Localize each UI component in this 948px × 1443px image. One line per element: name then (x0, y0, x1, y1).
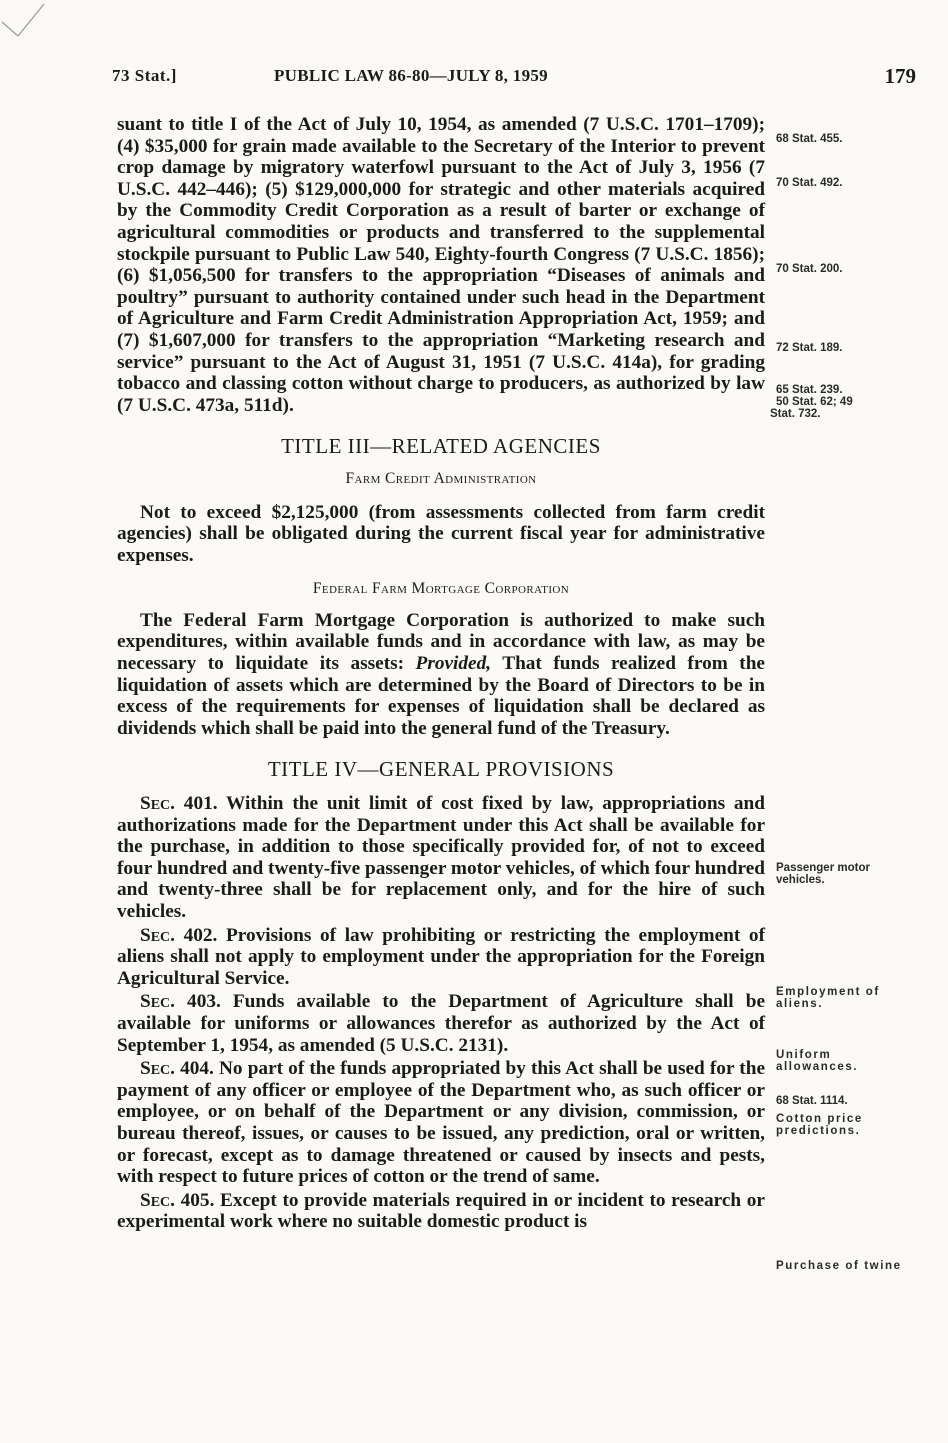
sec-402-text: Provisions of law prohibiting or restricting the employment of aliens shall not apply to employment under the appropriation for the Foreign Agricultural Service. (117, 924, 765, 989)
sec-403-label: Sec. 403. (140, 991, 221, 1013)
margin-note: Stat. 732. (770, 408, 821, 420)
ffmc-text-2: That funds realized from the liquidation of assets which are determined by the Board of Directors to be in excess of the requirements for expenses of liquidation shall be declared as dividends which shall be paid into the general fund of the Treasury. (117, 653, 765, 739)
main-text (117, 114, 765, 1235)
sec-403-text: Funds available to the Department of Agriculture shall be available for uniforms or allowances therefor as authorized by the Act of September 1, 1954, as amended (5 U.S.C. 2131). (117, 991, 765, 1056)
section-402 (117, 925, 765, 990)
page-number: 179 (884, 64, 916, 88)
title-iii-heading: TITLE III—RELATED AGENCIES (281, 434, 601, 459)
fca-paragraph: Not to exceed $2,125,000 (from assessments collected from farm credit agencies) shall be obligated during the current fiscal year for administrative expenses. (117, 501, 765, 566)
margin-note: Purchase of twine (776, 1260, 902, 1272)
margin-note: 68 Stat. 1114. (776, 1095, 848, 1107)
sec-401-label: Sec. 401. (140, 793, 218, 815)
ffmc-heading: Federal Farm Mortgage Corporation (312, 580, 570, 598)
ffmc-paragraph (117, 610, 765, 740)
sec-404-label: Sec. 404. (140, 1058, 214, 1080)
margin-note: Cotton price predictions. (776, 1113, 863, 1137)
sec-402-label: Sec. 402. (140, 924, 218, 946)
sec-405-text: Except to provide materials required in or incident to research or experimental work where no suitable domestic product is (117, 1189, 765, 1233)
margin-note: Uniform allowances. (776, 1049, 859, 1073)
section-405 (117, 1190, 765, 1233)
section-401 (117, 793, 765, 923)
fca-heading: Farm Credit Administration (345, 469, 537, 487)
margin-note: 68 Stat. 455. (776, 133, 843, 145)
sec-405-label: Sec. 405. (140, 1189, 215, 1211)
sec-401-text: Within the unit limit of cost fixed by law, appropriations and authorizations made for the Department under this Act shall be available for the purchase, in addition to those specifically provided for, of not to exceed four hundred and twenty-five passenger motor vehicles, of which four hundred and twenty-three shall be for replacement only, and for the hire of such vehicles. (117, 793, 765, 922)
statute-volume: 73 Stat.] (112, 66, 177, 85)
margin-note: 72 Stat. 189. (776, 342, 843, 354)
running-title: PUBLIC LAW 86-80—JULY 8, 1959 (274, 66, 548, 85)
page-header (112, 66, 916, 96)
sec-404-text: No part of the funds appropriated by this Act shall be used for the payment of any officer or employee of the Department who, as such officer or employee, or on behalf of the Department or any division, commission, or bureau thereof, issues, or causes to be issued, any prediction, oral or written, or forecast, except as to damage threatened or caused by insects and pests, with respect to future prices of cotton or the trend of same. (117, 1058, 765, 1188)
margin-note: 65 Stat. 239. (776, 384, 843, 396)
margin-note: 50 Stat. 62; 49 (776, 396, 853, 408)
continued-paragraph: suant to title I of the Act of July 10, 1954, as amended (7 U.S.C. 1701–1709); (4) $35,000 for grain made available to the Secretary of the Interior to prevent crop damage by migratory waterfowl pursuant to the Act of July 3, 1956 (7 U.S.C. 442–446); (5) $129,000,000 for strategic and other materials acquired by the Commodity Credit Corporation as a result of barter or exchange of agricultural commodities or products and transferred to the supplemental stockpile pursuant to Public Law 540, Eighty-fourth Congress (7 U.S.C. 1856); (6) $1,056,500 for transfers to the appropriation “Diseases of animals and poultry” pursuant to authority contained under such head in the Department of Agriculture and Farm Credit Administration Appropriation Act, 1959; and (7) $1,607,000 for transfers to the appropriation “Marketing research and service” pursuant to the Act of August 31, 1951 (7 U.S.C. 414a), for grading tobacco and classing cotton without charge to producers, as authorized by law (7 U.S.C. 473a, 511d). (117, 114, 765, 416)
margin-note: Employment of aliens. (776, 986, 880, 1010)
margin-note: 70 Stat. 200. (776, 263, 843, 275)
ffmc-provided: Provided, (415, 653, 492, 675)
ffmc-text-1: The Federal Farm Mortgage Corporation is authorized to make such expenditures, within available funds and in accordance with law, as may be necessary to liquidate its assets: (117, 609, 765, 675)
corner-fold-mark (0, 0, 60, 50)
section-403 (117, 991, 765, 1056)
section-404 (117, 1058, 765, 1188)
margin-note: Passenger motor vehicles. (776, 862, 870, 886)
margin-note: 70 Stat. 492. (776, 177, 843, 189)
title-iv-heading: TITLE IV—GENERAL PROVISIONS (267, 757, 615, 782)
